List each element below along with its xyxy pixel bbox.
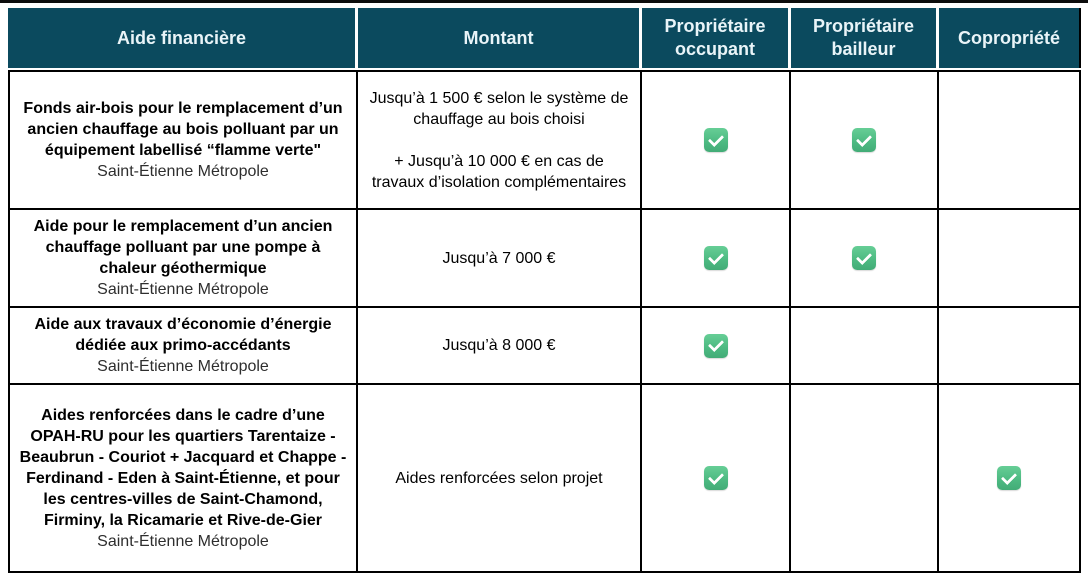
col-header-aide-financiere: Aide financière [8,8,358,68]
montant-text-extra: + Jusqu’à 10 000 € en cas de travaux d’isolation complémentaires [371,152,627,191]
proprietaire-bailleur-cell [791,308,939,383]
table-header-row [8,8,1081,68]
checkmark-icon [997,466,1021,490]
col-header-proprietaire-occupant: Propriétaire occupant [642,8,791,68]
aid-organization: Saint-Étienne Métropole [97,532,269,550]
col-header-montant: Montant [358,8,642,68]
montant-cell [358,210,642,306]
aid-name-cell [10,210,358,306]
aid-name: Aides renforcées dans le cadre d’une OPAH-RU pour les quartiers Tarentaize - Beaubrun - Couriot + Jacquard et Chappe - Ferdinand - Eden à Saint-Étienne, et pour les centres-villes de Saint-Chamond, Firminy, la Ricamarie et Rive-de-Gier [19,406,347,529]
aid-name-cell [10,72,358,208]
checkmark-icon [704,128,728,152]
aid-organization: Saint-Étienne Métropole [97,358,269,375]
checkmark-icon [704,246,728,270]
aid-organization: Saint-Étienne Métropole [97,163,269,180]
checkmark-icon [704,466,728,490]
proprietaire-bailleur-cell [791,385,939,571]
montant-text: Jusqu’à 8 000 € [442,337,556,354]
montant-cell [358,385,642,571]
montant-cell [358,308,642,383]
table-row [10,385,1079,571]
proprietaire-occupant-cell [642,308,791,383]
table-row [10,72,1079,210]
aid-name: Fonds air-bois pour le remplacement d’un ancien chauffage au bois polluant par un équipement labellisé “flamme verte" [23,100,343,159]
table-row [10,308,1079,385]
proprietaire-occupant-cell [642,72,791,208]
montant-text: Aides renforcées selon projet [395,469,603,487]
checkmark-icon [852,246,876,270]
proprietaire-bailleur-cell [791,72,939,208]
copropriete-cell [939,210,1079,306]
montant-text: Jusqu’à 7 000 € [442,249,556,267]
checkmark-icon [704,334,728,358]
checkmark-icon [852,128,876,152]
copropriete-cell [939,308,1079,383]
col-header-proprietaire-bailleur: Propriétaire bailleur [791,8,939,68]
montant-text: Jusqu’à 1 500 € selon le système de chauffage au bois choisi [369,89,629,128]
aid-organization: Saint-Étienne Métropole [97,281,269,298]
aid-name-cell [10,385,358,571]
montant-cell [358,72,642,208]
aid-name: Aide aux travaux d’économie d’énergie dédiée aux primo-accédants [34,316,332,354]
table-row [10,210,1079,308]
proprietaire-occupant-cell [642,385,791,571]
proprietaire-bailleur-cell [791,210,939,306]
col-header-copropriete: Copropriété [939,8,1081,68]
top-border-rule [0,0,1088,3]
proprietaire-occupant-cell [642,210,791,306]
aid-table [8,8,1081,573]
aid-name: Aide pour le remplacement d’un ancien chauffage polluant par une pompe à chaleur géothermique [33,218,333,277]
copropriete-cell [939,385,1079,571]
aid-name-cell [10,308,358,383]
copropriete-cell [939,72,1079,208]
table-body [8,70,1081,573]
